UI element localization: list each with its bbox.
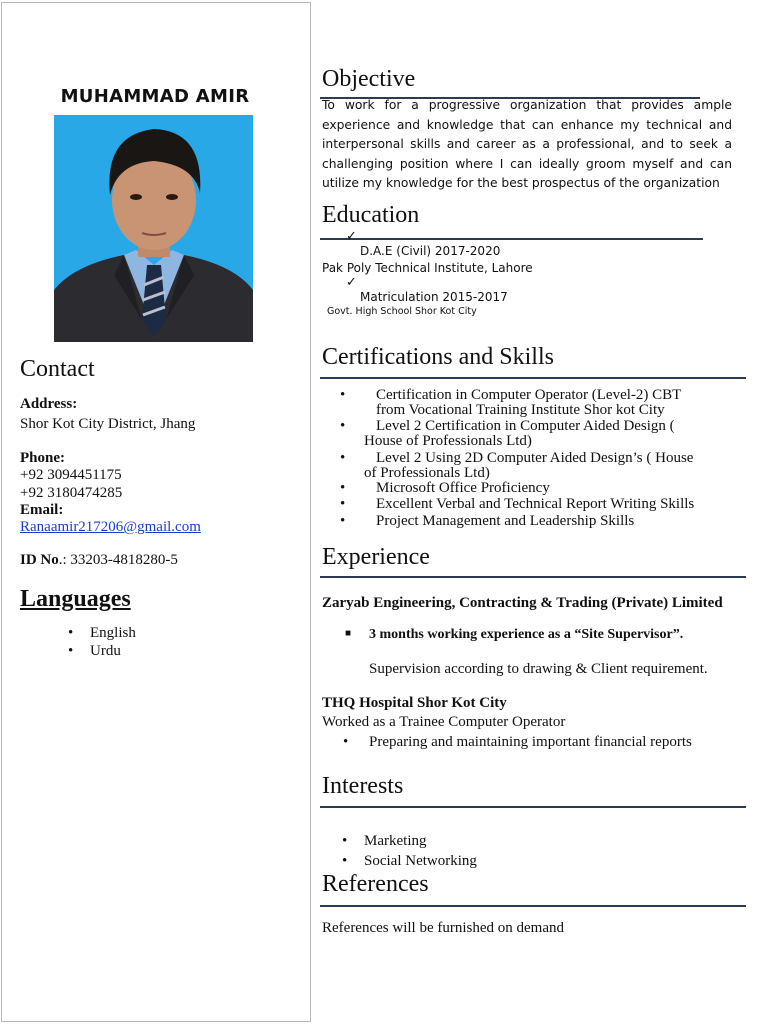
interest-item: • Marketing [364, 831, 477, 851]
experience-rule [320, 576, 746, 578]
references-rule [320, 905, 746, 907]
language-item: • English [90, 624, 136, 642]
phone-1: +92 3094451175 [20, 467, 122, 483]
address-value: Shor Kot City District, Jhang [20, 416, 196, 432]
interests-rule [320, 806, 746, 808]
interest-item: • Social Networking [364, 851, 477, 871]
address-label: Address: [20, 396, 78, 412]
education-degree-2: Matriculation 2015-2017 [360, 290, 508, 304]
contact-heading: Contact [20, 356, 95, 382]
certifications-rule [320, 377, 746, 379]
experience-company-2: THQ Hospital Shor Kot City [322, 695, 507, 711]
phone-label: Phone: [20, 450, 65, 466]
profile-photo [54, 115, 253, 342]
experience-company-1: Zaryab Engineering, Contracting & Trading (Private) Limited [322, 595, 723, 611]
language-item: • Urdu [90, 642, 136, 660]
candidate-name: MUHAMMAD AMIR [60, 86, 250, 107]
check-icon: ✓ [346, 228, 357, 243]
experience-desc-2: Preparing and maintaining important financial reports [369, 734, 692, 750]
education-institute-1: Pak Poly Technical Institute, Lahore [322, 261, 533, 275]
languages-list [90, 624, 136, 660]
languages-heading: Languages [20, 586, 131, 612]
references-heading: References [322, 871, 429, 897]
email-link[interactable]: Ranaamir217206@gmail.com [20, 519, 201, 535]
experience-role-2: Worked as a Trainee Computer Operator [322, 714, 566, 730]
references-text: References will be furnished on demand [322, 920, 564, 936]
objective-text: To work for a progressive organization that provides ample experience and knowledge that can enhance my technical and interpersonal skills and career as a professional, and to seek a challenging position where I can ideally groom myself and can utilize my knowledge for the best prospectus of the organization [322, 98, 732, 191]
check-icon: ✓ [346, 274, 357, 289]
experience-heading: Experience [322, 544, 430, 570]
profile-photo-image [54, 115, 253, 342]
education-heading: Education [322, 202, 420, 228]
interests-heading: Interests [322, 773, 404, 799]
email-label: Email: [20, 502, 64, 518]
id-value: .: 33203-4818280-5 [58, 552, 178, 568]
square-bullet-icon: ■ [345, 628, 352, 639]
certifications-heading: Certifications and Skills [322, 344, 554, 370]
education-institute-2: Govt. High School Shor Kot City [327, 306, 477, 317]
bullet-icon: • [343, 734, 349, 750]
education-degree-1: D.A.E (Civil) 2017-2020 [360, 244, 501, 258]
interests-list [364, 831, 477, 871]
education-rule [320, 238, 703, 240]
experience-desc-1: Supervision according to drawing & Client requirement. [369, 661, 708, 677]
experience-role-1: 3 months working experience as a “Site Supervisor”. [369, 627, 684, 642]
id-number [20, 552, 178, 569]
phone-2: +92 3180474285 [20, 485, 123, 501]
objective-heading: Objective [322, 66, 416, 92]
id-label: ID No [20, 552, 59, 568]
